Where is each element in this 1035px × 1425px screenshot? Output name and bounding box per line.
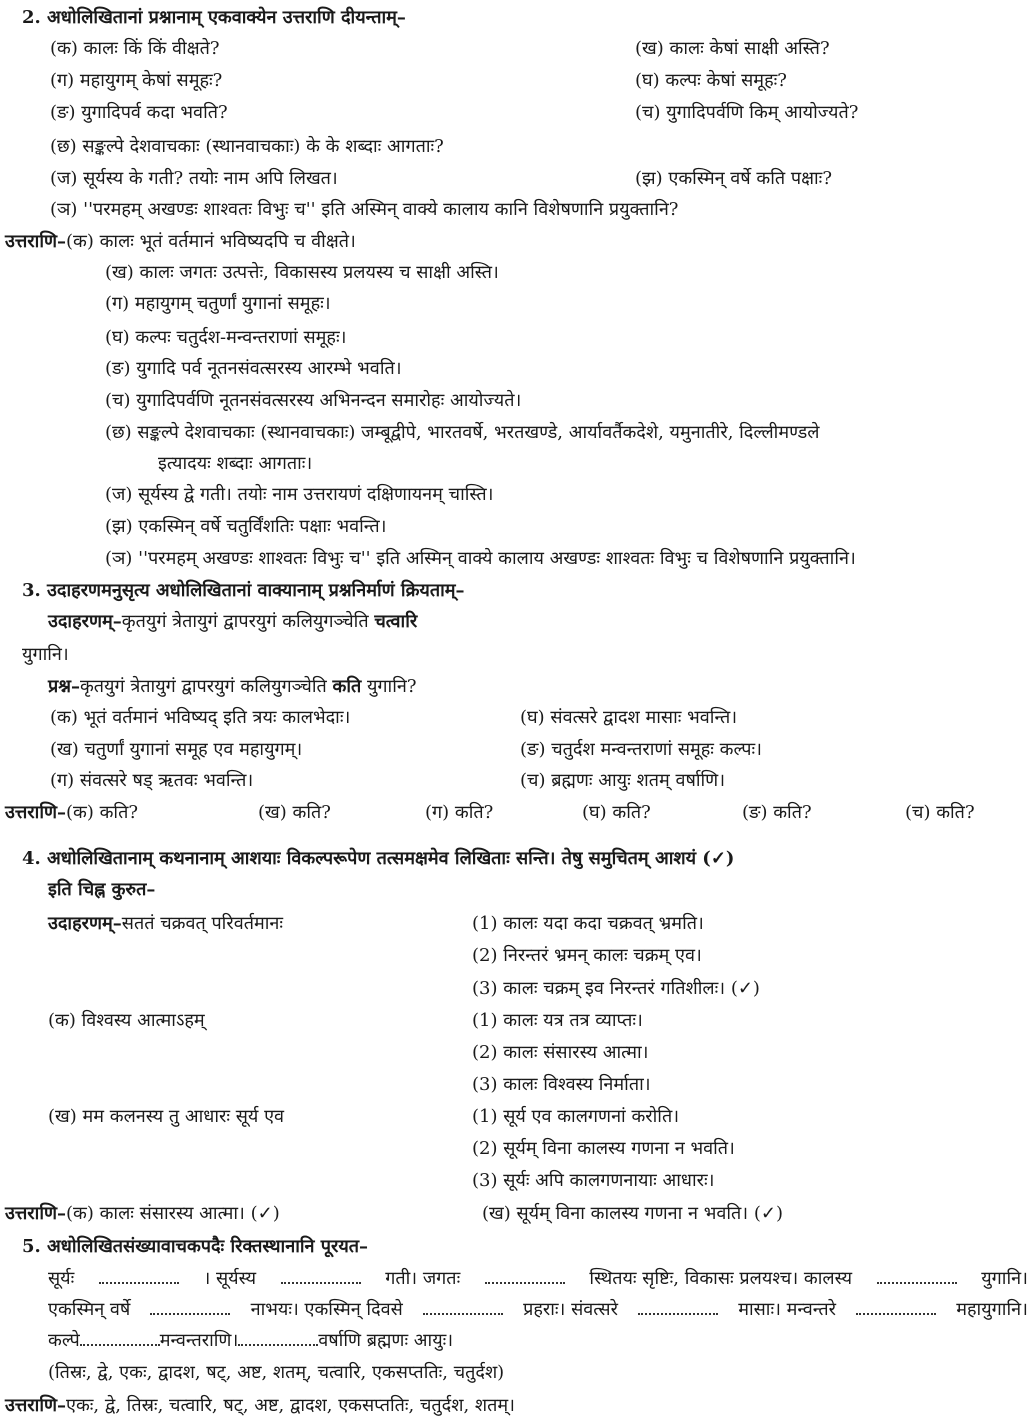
q4-option: (3) कालः चक्रम् इव निरन्तरं गतिशीलः। (✓) xyxy=(472,978,760,999)
example-label: उदाहरणम्– xyxy=(48,611,122,632)
q3-answer: (क) कति? xyxy=(66,802,139,823)
q4-option: (2) सूर्यम् विना कालस्य गणना न भवति। xyxy=(472,1138,735,1159)
q3-example xyxy=(48,609,417,635)
blank-space xyxy=(877,1268,957,1284)
q5-heading: 5. अधोलिखितसंख्यावाचकपदैः रिक्तस्थानानि पूरयत– xyxy=(22,1236,369,1257)
q5-fill-line xyxy=(48,1328,453,1354)
q5-fill-line xyxy=(48,1266,1028,1292)
answer-label: उत्तराणि– xyxy=(5,1203,67,1224)
q4-answer: (ख) सूर्यम् विना कालस्य गणना न भवति। (✓) xyxy=(482,1203,783,1224)
q4-heading: 4. अधोलिखितानाम् कथनानाम् आशयाः विकल्परूपेण तत्समक्षमेव लिखिताः सन्ति। तेषु समुचितम् आशयं (✓) xyxy=(22,848,735,869)
question-text: कृतयुगं त्रेतायुगं द्वापरयुगं कलियुगञ्चेति xyxy=(79,676,333,697)
blank-space xyxy=(80,1330,160,1346)
fill-text: वर्षाणि ब्रह्मणः आयुः। xyxy=(318,1330,454,1351)
q4-option: (3) कालः विश्वस्य निर्माता। xyxy=(472,1074,651,1095)
answer-label: उत्तराणि– xyxy=(5,802,67,823)
q2-answer: (च) युगादिपर्वणि नूतनसंवत्सरस्य अभिनन्दन समारोहः आयोज्यते। xyxy=(105,390,522,411)
blank-space xyxy=(99,1268,179,1284)
q2-question: (ङ) युगादिपर्व कदा भवति? xyxy=(50,102,228,123)
example-label: उदाहरणम्– xyxy=(48,913,122,934)
fill-text: नाभयः। एकस्मिन् दिवसे xyxy=(250,1299,403,1320)
q2-question: (ग) महायुगम् केषां समूहः? xyxy=(50,70,223,91)
q2-answer: (ङ) युगादि पर्व नूतनसंवत्सरस्य आरम्भे भवति। xyxy=(105,358,402,379)
q2-question: (झ) एकस्मिन् वर्षे कति पक्षाः? xyxy=(635,168,832,189)
fill-text: युगानि। xyxy=(981,1268,1028,1289)
q2-answer: (ख) कालः जगतः उत्पत्तेः, विकासस्य प्रलयस्य च साक्षी अस्ति। xyxy=(105,262,499,283)
blank-space xyxy=(281,1268,361,1284)
blank-space xyxy=(638,1299,718,1315)
q3-item: (ग) संवत्सरे षड् ऋतवः भवन्ति। xyxy=(50,770,254,791)
q2-answer: (छ) सङ्कल्पे देशवाचकाः (स्थानवाचकाः) जम्बूद्वीपे, भारतवर्षे, भरतखण्डे, आर्यावर्तैकदेशे, यमुनातीरे, दिल्लीमण्डले xyxy=(105,422,820,443)
q4-option: (1) सूर्य एव कालगणनां करोति। xyxy=(472,1106,680,1127)
fill-text: महायुगानि। xyxy=(956,1299,1028,1320)
q3-item: (घ) संवत्सरे द्वादश मासाः भवन्ति। xyxy=(520,707,738,728)
blank-space xyxy=(150,1299,230,1315)
fill-text: प्रहराः। संवत्सरे xyxy=(523,1299,618,1320)
q4-option: (1) कालः यदा कदा चक्रवत् भ्रमति। xyxy=(472,913,704,934)
q4-heading-cont: इति चिह्न कुरुत– xyxy=(48,879,156,900)
fill-text: एकस्मिन् वर्षे xyxy=(48,1299,131,1320)
q3-item: (क) भूतं वर्तमानं भविष्यद् इति त्रयः कालभेदाः। xyxy=(50,707,351,728)
example-text: सततं चक्रवत् परिवर्तमानः xyxy=(121,913,284,934)
q2-answer: (ज) सूर्यस्य द्वे गती। तयोः नाम उत्तरायणं दक्षिणायनम् चास्ति। xyxy=(105,484,494,505)
fill-text: मासाः। मन्वन्तरे xyxy=(738,1299,836,1320)
q2-answer-row xyxy=(5,229,356,255)
q4-option: (2) निरन्तरं भ्रमन् कालः चक्रम् एव। xyxy=(472,945,702,966)
q4-option: (1) कालः यत्र तत्र व्याप्तः। xyxy=(472,1010,643,1031)
fill-text: कल्पे xyxy=(48,1330,80,1351)
q2-question: (ज) सूर्यस्य के गती? तयोः नाम अपि लिखत। xyxy=(50,168,338,189)
answer-label: उत्तराणि– xyxy=(5,231,67,252)
q4-example xyxy=(48,911,283,937)
example-bold: चत्वारि xyxy=(374,611,418,632)
q2-answer: इत्यादयः शब्दाः आगताः। xyxy=(158,453,313,474)
fill-text: सूर्यः xyxy=(48,1268,75,1289)
blank-space xyxy=(423,1299,503,1315)
q2-answer: (ग) महायुगम् चतुर्णां युगानां समूहः। xyxy=(105,293,331,314)
q3-heading: 3. उदाहरणमनुसृत्य अधोलिखितानां वाक्यानाम् प्रश्ननिर्माणं क्रियताम्– xyxy=(22,580,465,601)
q3-item: (ङ) चतुर्दश मन्वन्तराणां समूहः कल्पः। xyxy=(520,739,762,760)
fill-text: । सूर्यस्य xyxy=(203,1268,257,1289)
q2-question: (छ) सङ्कल्पे देशवाचकाः (स्थानवाचकाः) के के शब्दाः आगताः? xyxy=(50,136,444,157)
q2-answer: (झ) एकस्मिन् वर्षे चतुर्विंशतिः पक्षाः भवन्ति। xyxy=(105,516,387,537)
answer-label: उत्तराणि– xyxy=(5,1395,67,1416)
fill-text: मन्वन्तराणि। xyxy=(159,1330,239,1351)
q3-answer: (च) कति? xyxy=(905,802,975,823)
q4-option: (3) सूर्यः अपि कालगणनायाः आधारः। xyxy=(472,1170,715,1191)
q3-answer: (ग) कति? xyxy=(425,802,494,823)
q2-question: (ख) कालः केषां साक्षी अस्ति? xyxy=(635,38,830,59)
q2-heading: 2. अधोलिखितानां प्रश्नानाम् एकवाक्येन उत्तराणि दीयन्ताम्– xyxy=(22,7,406,28)
question-end: युगानि? xyxy=(361,676,417,697)
q4-answer: (क) कालः संसारस्य आत्मा। (✓) xyxy=(66,1203,280,1224)
q3-answer: (ङ) कति? xyxy=(742,802,812,823)
question-label: प्रश्न– xyxy=(48,676,80,697)
q2-question: (क) कालः किं किं वीक्षते? xyxy=(50,38,220,59)
fill-text: स्थितयः सृष्टिः, विकासः प्रलयश्च। कालस्य xyxy=(589,1268,853,1289)
q5-answer-row xyxy=(5,1393,515,1419)
q4-item: (क) विश्वस्य आत्माऽहम् xyxy=(48,1010,205,1031)
q2-answer: (क) कालः भूतं वर्तमानं भविष्यदपि च वीक्षते। xyxy=(66,231,356,252)
q3-item: (ख) चतुर्णां युगानां समूह एव महायुगम्। xyxy=(50,739,303,760)
q2-question: (घ) कल्पः केषां समूहः? xyxy=(635,70,787,91)
blank-space xyxy=(238,1330,318,1346)
q2-question: (ञ) ''परमहम् अखण्डः शाश्वतः विभुः च'' इति अस्मिन् वाक्ये कालाय कानि विशेषणानि प्रयुक्तानि? xyxy=(50,199,679,220)
q3-item: (च) ब्रह्मणः आयुः शतम् वर्षाणि। xyxy=(520,770,726,791)
q3-question xyxy=(48,674,417,700)
q2-question: (च) युगादिपर्वणि किम् आयोज्यते? xyxy=(635,102,859,123)
q5-answer: एकः, द्वे, तिस्रः, चत्वारि, षट्, अष्ट, द्वादश, एकसप्ततिः, चतुर्दश, शतम्। xyxy=(66,1395,515,1416)
q2-answer: (ञ) ''परमहम् अखण्डः शाश्वतः विभुः च'' इति अस्मिन् वाक्ये कालाय अखण्डः शाश्वतः विभुः च विशेषणानि प्रयुक्तानि। xyxy=(105,548,856,569)
q3-example-cont: युगानि। xyxy=(22,644,69,665)
example-text: कृतयुगं त्रेतायुगं द्वापरयुगं कलियुगञ्चेति xyxy=(121,611,375,632)
q5-options: (तिस्रः, द्वे, एकः, द्वादश, षट्, अष्ट, शतम्, चत्वारि, एकसप्ततिः, चतुर्दश) xyxy=(48,1362,505,1383)
q4-answer-row xyxy=(5,1201,280,1227)
q2-answer: (घ) कल्पः चतुर्दश-मन्वन्तराणां समूहः। xyxy=(105,327,347,348)
q3-answer-row xyxy=(5,800,138,826)
fill-text: गती। जगतः xyxy=(385,1268,461,1289)
q3-answer: (ख) कति? xyxy=(258,802,331,823)
q4-item: (ख) मम कलनस्य तु आधारः सूर्य एव xyxy=(48,1106,285,1127)
blank-space xyxy=(856,1299,936,1315)
q5-fill-line xyxy=(48,1297,1028,1323)
q3-answer: (घ) कति? xyxy=(582,802,651,823)
q4-option: (2) कालः संसारस्य आत्मा। xyxy=(472,1042,649,1063)
blank-space xyxy=(485,1268,565,1284)
question-bold: कति xyxy=(332,676,362,697)
